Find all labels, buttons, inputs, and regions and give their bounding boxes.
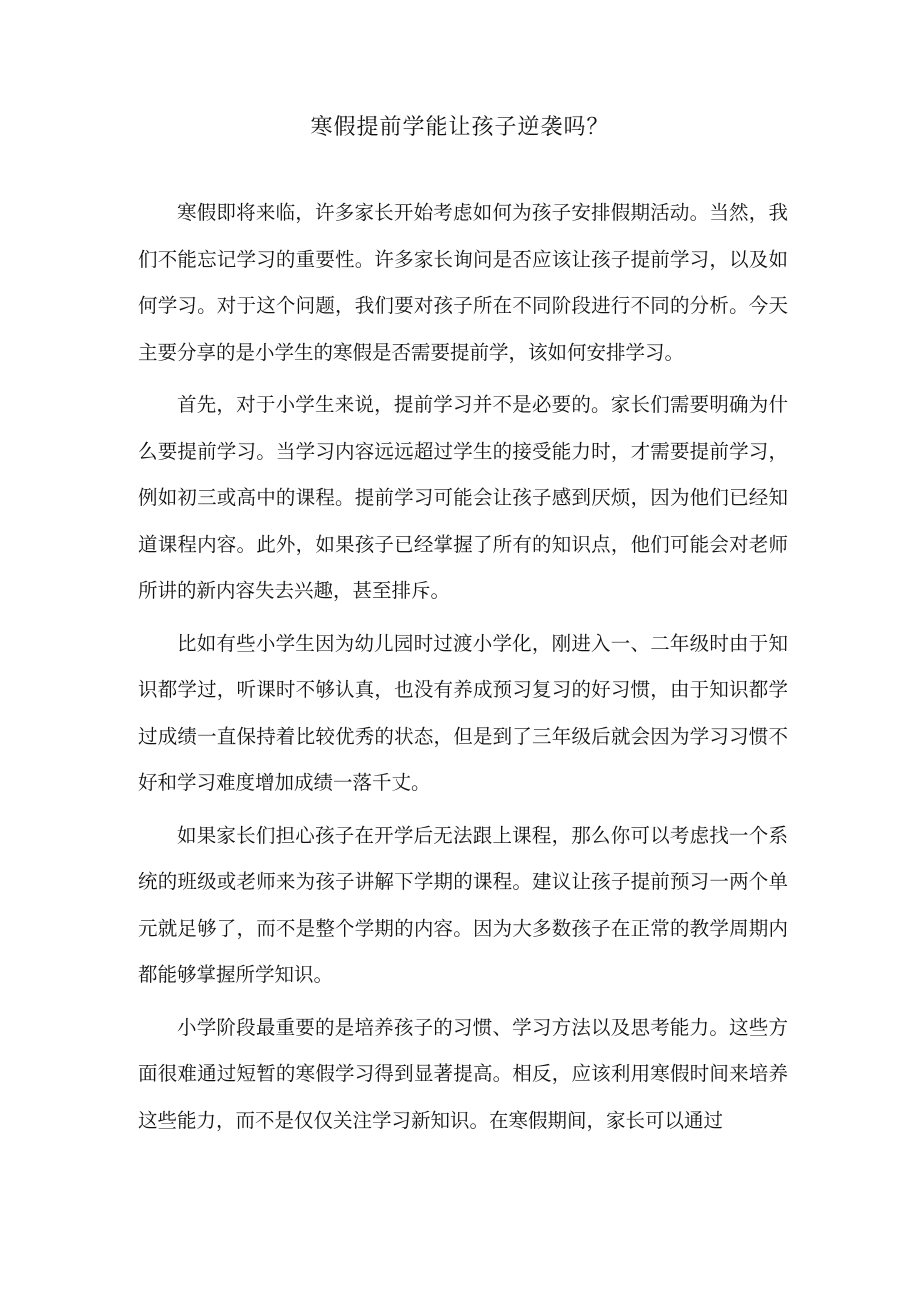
paragraph-5: 小学阶段最重要的是培养孩子的习惯、学习方法以及思考能力。这些方面很难通过短暂的寒假学习得到显著提高。相反，应该利用寒假时间来培养这些能力，而不是仅仅关注学习新知识。在寒假期间，家长可以通过 [138, 1015, 788, 1132]
paragraph-2: 首先，对于小学生来说，提前学习并不是必要的。家长们需要明确为什么要提前学习。当学习内容远远超过学生的接受能力时，才需要提前学习，例如初三或高中的课程。提前学习可能会让孩子感到厌烦，因为他们已经知道课程内容。此外，如果孩子已经掌握了所有的知识点，他们可能会对老师所讲的新内容失去兴趣，甚至排斥。 [138, 393, 788, 602]
paragraph-4: 如果家长们担心孩子在开学后无法跟上课程，那么你可以考虑找一个系统的班级或老师来为孩子讲解下学期的课程。建议让孩子提前预习一两个单元就足够了，而不是整个学期的内容。因为大多数孩子在正常的教学周期内都能够掌握所学知识。 [138, 823, 788, 986]
paragraph-1: 寒假即将来临，许多家长开始考虑如何为孩子安排假期活动。当然，我们不能忘记学习的重要性。许多家长询问是否应该让孩子提前学习，以及如何学习。对于这个问题，我们要对孩子所在不同阶段进行不同的分析。今天主要分享的是小学生的寒假是否需要提前学，该如何安排学习。 [138, 201, 788, 364]
paragraph-3: 比如有些小学生因为幼儿园时过渡小学化，刚进入一、二年级时由于知识都学过，听课时不够认真，也没有养成预习复习的好习惯，由于知识都学过成绩一直保持着比较优秀的状态，但是到了三年级后就会因为学习习惯不好和学习难度增加成绩一落千丈。 [138, 631, 788, 794]
document-title: 寒假提前学能让孩子逆袭吗？ [310, 115, 610, 140]
document-body [138, 190, 788, 1150]
